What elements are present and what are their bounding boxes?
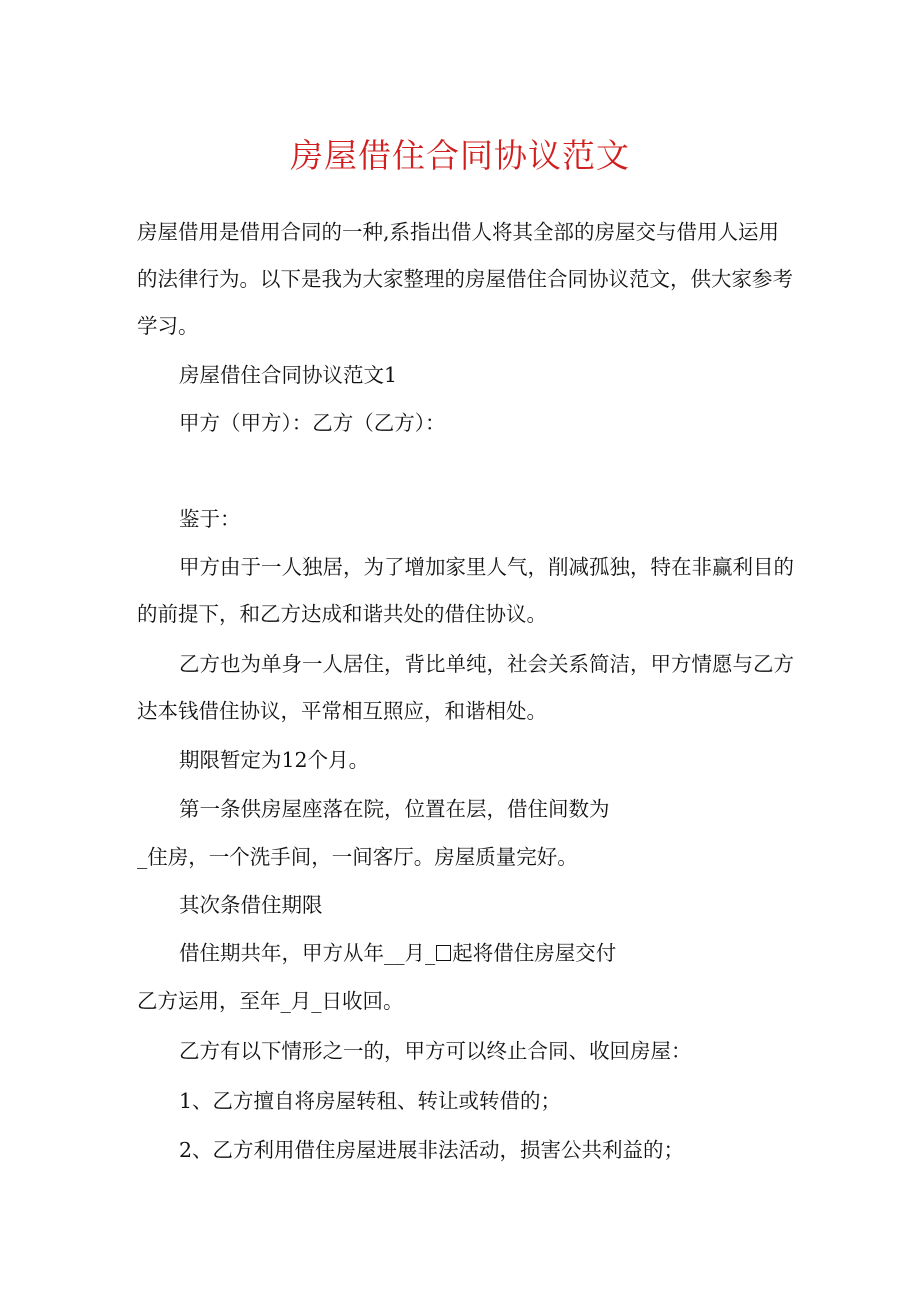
- document-title: 房屋借住合同协议范文: [290, 136, 630, 175]
- section-heading: 房屋借住合同协议范文1: [179, 363, 398, 387]
- list-item: 2、乙方利用借住房屋进展非法活动，损害公共利益的；: [179, 1138, 685, 1162]
- term-line: 期限暂定为12个月。: [179, 748, 370, 772]
- article2-line-1: [179, 939, 616, 967]
- parties-line: 甲方（甲方）：乙方（乙方）：: [179, 411, 446, 435]
- para-b-line-2: 达本钱借住协议，平常相互照应，和谐相处。: [137, 699, 547, 723]
- article2-line-2: 乙方运用，至年_月_日收回。: [137, 989, 404, 1013]
- article1-line-2: _住房，一个洗手间，一间客厅。房屋质量完好。: [137, 845, 578, 869]
- intro-line-3: 学习。: [137, 314, 199, 338]
- list-item: 1、乙方擅自将房屋转租、转让或转借的；: [179, 1089, 562, 1113]
- article2-line-1-part-a: 借住期共年，甲方从年__月_: [179, 941, 436, 965]
- para-a-line-2: 的前提下，和乙方达成和谐共处的借住协议。: [137, 602, 547, 626]
- article1-line-1: 第一条供房屋座落在院，位置在层，借住间数为: [179, 797, 610, 821]
- intro-line-2: 的法律行为。以下是我为大家整理的房屋借住合同协议范文，供大家参考: [137, 267, 793, 291]
- article2-heading: 其次条借住期限: [179, 893, 323, 917]
- article2-line-1-part-b: 起将借住房屋交付: [452, 941, 617, 965]
- intro-line-1: 房屋借用是借用合同的一种,系指出借人将其全部的房屋交与借用人运用: [137, 220, 780, 244]
- para-b-line-1: 乙方也为单身一人居住，背比单纯，社会关系简洁，甲方情愿与乙方: [179, 652, 794, 676]
- whereas-label: 鉴于：: [179, 507, 241, 531]
- termination-intro: 乙方有以下情形之一的，甲方可以终止合同、收回房屋：: [179, 1039, 692, 1063]
- para-a-line-1: 甲方由于一人独居，为了增加家里人气，削减孤独，特在非赢利目的: [179, 555, 794, 579]
- blank-box-icon: [436, 945, 451, 961]
